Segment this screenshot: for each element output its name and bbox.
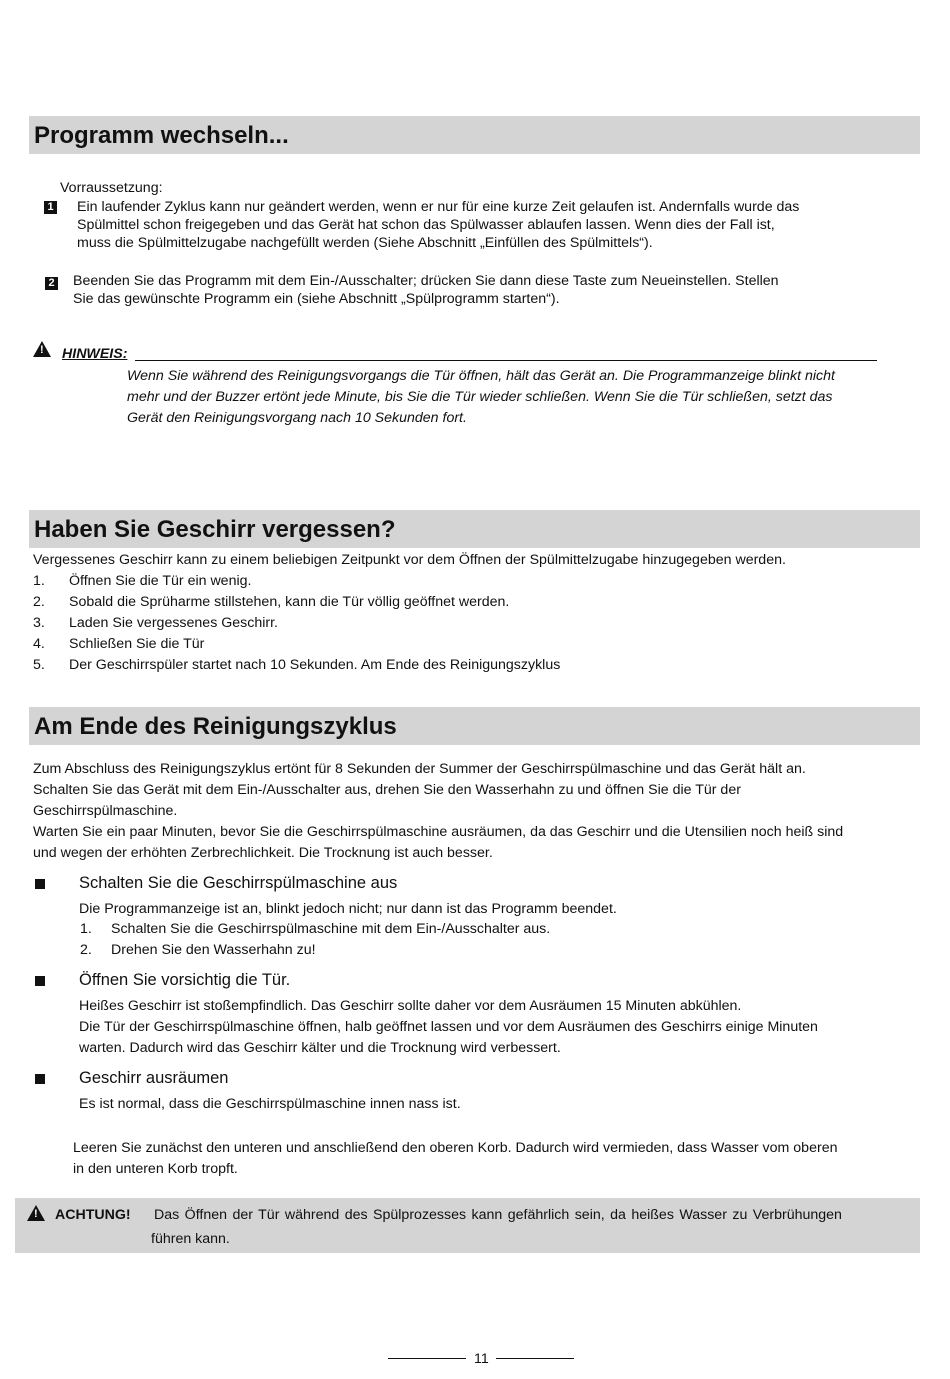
list-item-text: Öffnen Sie die Tür ein wenig. — [69, 573, 252, 589]
section-header-programm-wechseln — [29, 116, 920, 154]
note-line-1: Wenn Sie während des Reinigungsvorgangs die Tür öffnen, hält das Gerät an. Die Programmanzeige blinkt nicht — [127, 368, 835, 384]
unload-line-1: Leeren Sie zunächst den unteren und anschließend den oberen Korb. Dadurch wird vermieden, dass Wasser vom oberen — [73, 1140, 838, 1156]
section-header-ende-reinigungszyklus — [29, 707, 920, 745]
list-item-number: 2. — [33, 594, 45, 610]
section-title: Programm wechseln... — [34, 122, 289, 149]
warning-triangle-icon: ! — [27, 1205, 45, 1221]
para-line-3: Geschirrspülmaschine. — [33, 803, 178, 819]
list-item-text: Laden Sie vergessenes Geschirr. — [69, 615, 278, 631]
section-title: Am Ende des Reinigungszyklus — [34, 713, 397, 740]
item1-line-2: Spülmittel schon freigegeben und das Gerät hat schon das Spülwasser ablaufen lassen. Wenn dies der Fall ist, — [77, 217, 775, 233]
square-bullet-icon — [35, 1074, 45, 1084]
bullet-line-3: warten. Dadurch wird das Geschirr kälter und die Trocknung wird verbessert. — [79, 1040, 561, 1056]
list-item-number: 1. — [80, 921, 92, 937]
para-line-5: und wegen der erhöhten Zerbrechlichkeit. Die Trocknung ist auch besser. — [33, 845, 493, 861]
unload-line-2: in den unteren Korb tropft. — [73, 1161, 238, 1177]
section-title: Haben Sie Geschirr vergessen? — [34, 516, 396, 543]
warning-box — [15, 1198, 920, 1253]
list-item-number: 3. — [33, 615, 45, 631]
list-item-text: Drehen Sie den Wasserhahn zu! — [111, 942, 316, 958]
note-label: HINWEIS: — [62, 346, 128, 362]
list-item-text: Sobald die Sprüharme stillstehen, kann die Tür völlig geöffnet werden. — [69, 594, 510, 610]
bullet-line-1: Heißes Geschirr ist stoßempfindlich. Das Geschirr sollte daher vor dem Ausräumen 15 Minuten abkühlen. — [79, 998, 742, 1014]
list-item-number: 4. — [33, 636, 45, 652]
bullet-heading: Schalten Sie die Geschirrspülmaschine aus — [79, 874, 398, 892]
warning-line-1: Das Öffnen der Tür während des Spülprozesses kann gefährlich sein, da heißes Wasser zu Verbrühungen — [154, 1207, 842, 1223]
list-item-text: Der Geschirrspüler startet nach 10 Sekunden. Am Ende des Reinigungszyklus — [69, 657, 561, 673]
item2-line-2: Sie das gewünschte Programm ein (siehe Abschnitt „Spülprogramm starten“). — [73, 291, 560, 307]
item2-line-1: Beenden Sie das Programm mit dem Ein-/Ausschalter; drücken Sie dann diese Taste zum Neueinstellen. Stellen — [73, 273, 779, 289]
note-line-2: mehr und der Buzzer ertönt jede Minute, bis Sie die Tür wieder schließen. Wenn Sie die Tür schließen, setzt das — [127, 389, 833, 405]
step-marker-1-icon: 1 — [44, 201, 57, 214]
intro-text: Vergessenes Geschirr kann zu einem beliebigen Zeitpunkt vor dem Öffnen der Spülmittelzugabe hinzugegeben werden. — [33, 552, 786, 568]
list-item-number: 2. — [80, 942, 92, 958]
footer-rule-left — [388, 1358, 466, 1359]
list-item-text: Schalten Sie die Geschirrspülmaschine mit dem Ein-/Ausschalter aus. — [111, 921, 551, 937]
step-marker-2-icon: 2 — [45, 277, 58, 290]
note-rule — [135, 360, 877, 361]
bullet-text: Es ist normal, dass die Geschirrspülmaschine innen nass ist. — [79, 1096, 461, 1112]
para-line-2: Schalten Sie das Gerät mit dem Ein-/Ausschalter aus, drehen Sie den Wasserhahn zu und öffnen Sie die Tür der — [33, 782, 741, 798]
list-item-number: 1. — [33, 573, 45, 589]
list-item-number: 5. — [33, 657, 45, 673]
square-bullet-icon — [35, 976, 45, 986]
square-bullet-icon — [35, 879, 45, 889]
para-line-4: Warten Sie ein paar Minuten, bevor Sie die Geschirrspülmaschine ausräumen, da das Geschirr und die Utensilien noch heiß sind — [33, 824, 844, 840]
note-line-3: Gerät den Reinigungsvorgang nach 10 Sekunden fort. — [127, 410, 467, 426]
section-header-geschirr-vergessen — [29, 510, 920, 548]
list-item-text: Schließen Sie die Tür — [69, 636, 205, 652]
bullet-heading: Geschirr ausräumen — [79, 1069, 229, 1087]
item1-line-1: Ein laufender Zyklus kann nur geändert werden, wenn er nur für eine kurze Zeit gelaufen ist. Andernfalls wurde das — [77, 199, 800, 215]
footer-rule-right — [496, 1358, 574, 1359]
bullet-heading: Öffnen Sie vorsichtig die Tür. — [79, 971, 291, 989]
item1-line-3: muss die Spülmittelzugabe nachgefüllt werden (Siehe Abschnitt „Einfüllen des Spülmittels“). — [77, 235, 653, 251]
bullet-line-2: Die Tür der Geschirrspülmaschine öffnen, halb geöffnet lassen und vor dem Ausräumen des Geschirrs einige Minuten — [79, 1019, 818, 1035]
para-line-1: Zum Abschluss des Reinigungszyklus ertönt für 8 Sekunden der Summer der Geschirrspülmaschine und das Gerät hält an. — [33, 761, 806, 777]
page-number: 11 — [474, 1351, 489, 1367]
bullet-text: Die Programmanzeige ist an, blinkt jedoch nicht; nur dann ist das Programm beendet. — [79, 901, 617, 917]
prereq-label: Vorraussetzung: — [60, 180, 163, 196]
warning-triangle-icon: ! — [33, 341, 51, 357]
warning-line-2: führen kann. — [151, 1231, 230, 1247]
warning-label: ACHTUNG! — [55, 1207, 131, 1223]
